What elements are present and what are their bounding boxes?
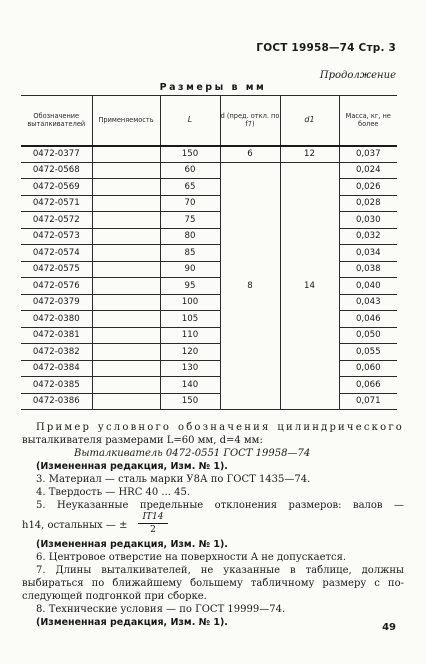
- cell-mass: 0,060: [339, 360, 397, 377]
- cell-code: 0472-0377: [21, 146, 92, 163]
- cell-applicability: [92, 162, 160, 179]
- page-number: 49: [382, 622, 396, 633]
- cell-applicability: [92, 344, 160, 361]
- cell-code: 0472-0384: [21, 360, 92, 377]
- cell-mass: 0,066: [339, 377, 397, 394]
- cell-applicability: [92, 360, 160, 377]
- cell-applicability: [92, 311, 160, 328]
- cell-code: 0472-0386: [21, 393, 92, 410]
- cell-applicability: [92, 278, 160, 295]
- cell-applicability: [92, 195, 160, 212]
- table-row: [21, 162, 397, 179]
- cell-applicability: [92, 377, 160, 394]
- cell-code: 0472-0380: [21, 311, 92, 328]
- cell-mass: 0,028: [339, 195, 397, 212]
- clause-3: 3. Материал — сталь марки У8А по ГОСТ 1435—74.: [36, 474, 311, 485]
- header-mass: Масса, кг, не более: [339, 96, 397, 146]
- cell-l: 60: [160, 162, 220, 179]
- cell-d: 6: [220, 146, 280, 163]
- table-row: [21, 360, 397, 377]
- cell-d-merged: 8: [220, 162, 280, 410]
- standard-header: ГОСТ 19958—74 Стр. 3: [256, 42, 396, 54]
- clause-5-prefix: h14, остальных — ±: [22, 520, 128, 531]
- cell-code: 0472-0382: [21, 344, 92, 361]
- cell-l: 80: [160, 228, 220, 245]
- body-text: [22, 421, 404, 629]
- cell-code: 0472-0385: [21, 377, 92, 394]
- cell-mass: 0,026: [339, 179, 397, 196]
- cell-mass: 0,038: [339, 261, 397, 278]
- clause-6: 6. Центровое отверстие на поверхности A не допускается.: [36, 552, 347, 563]
- table-row: [21, 278, 397, 295]
- table-row: [21, 195, 397, 212]
- cell-mass: 0,024: [339, 162, 397, 179]
- cell-d1-merged: 14: [280, 162, 339, 410]
- table-row: [21, 377, 397, 394]
- table-row: [21, 393, 397, 410]
- clause-7-line-1: 7. Длины выталкивателей, не указанные в таблице, должны: [36, 565, 404, 576]
- table-row: [21, 327, 397, 344]
- cell-l: 75: [160, 212, 220, 229]
- cell-applicability: [92, 179, 160, 196]
- page-header: [0, 42, 426, 58]
- cell-applicability: [92, 327, 160, 344]
- cell-l: 150: [160, 146, 220, 163]
- cell-mass: 0,071: [339, 393, 397, 410]
- cell-l: 90: [160, 261, 220, 278]
- cell-code: 0472-0568: [21, 162, 92, 179]
- table-row: [21, 146, 397, 163]
- cell-l: 130: [160, 360, 220, 377]
- cell-code: 0472-0381: [21, 327, 92, 344]
- cell-l: 110: [160, 327, 220, 344]
- cell-applicability: [92, 294, 160, 311]
- clause-5-line-1: 5. Неуказанные предельные отклонения размеров: валов —: [36, 500, 404, 511]
- cell-l: 85: [160, 245, 220, 262]
- cell-mass: 0,046: [339, 311, 397, 328]
- cell-code: 0472-0575: [21, 261, 92, 278]
- table-row: [21, 179, 397, 196]
- cell-mass: 0,050: [339, 327, 397, 344]
- continuation-label: Продолжение: [319, 70, 396, 81]
- header-designation: Обозначение выталкивателей: [21, 96, 92, 146]
- fraction-denominator: 2: [150, 525, 156, 535]
- cell-l: 100: [160, 294, 220, 311]
- table-row: [21, 311, 397, 328]
- table-row: [21, 212, 397, 229]
- clause-5-line-2: [22, 512, 404, 538]
- cell-code: 0472-0574: [21, 245, 92, 262]
- table-row: [21, 294, 397, 311]
- clause-4: 4. Твердость — HRC 40 ... 45.: [36, 487, 191, 498]
- cell-l: 65: [160, 179, 220, 196]
- cell-applicability: [92, 393, 160, 410]
- amendment-note-3: (Измененная редакция, Изм. № 1).: [36, 617, 228, 628]
- cell-l: 140: [160, 377, 220, 394]
- clause-7-line-2: выбираться по ближайшему большему табличному размеру с по-: [22, 578, 404, 589]
- clause-8: 8. Технические условия — по ГОСТ 19999—74.: [36, 604, 286, 615]
- cell-code: 0472-0571: [21, 195, 92, 212]
- cell-mass: 0,034: [339, 245, 397, 262]
- example-line-1: Пример условного обозначения цилиндрического: [36, 422, 404, 433]
- amendment-note-2: (Измененная редакция, Изм. № 1).: [36, 539, 228, 550]
- clause-7-line-3: следующей подгонкой при сборке.: [22, 591, 207, 602]
- table-row: [21, 228, 397, 245]
- fraction-numerator: IT14: [138, 512, 168, 524]
- header-d1: d1: [280, 96, 339, 146]
- cell-mass: 0,055: [339, 344, 397, 361]
- ejector-table: [21, 95, 397, 410]
- table-header-row: [21, 96, 397, 146]
- cell-code: 0472-0379: [21, 294, 92, 311]
- header-l: L: [160, 96, 220, 146]
- cell-mass: 0,037: [339, 146, 397, 163]
- cell-mass: 0,032: [339, 228, 397, 245]
- table-row: [21, 261, 397, 278]
- cell-applicability: [92, 245, 160, 262]
- cell-l: 150: [160, 393, 220, 410]
- cell-l: 105: [160, 311, 220, 328]
- cell-applicability: [92, 228, 160, 245]
- example-line-2: выталкивателя размерами L=60 мм, d=4 мм:: [22, 435, 263, 446]
- dimensions-caption: Размеры в мм: [159, 82, 267, 93]
- example-designation: Выталкиватель 0472-0551 ГОСТ 19958—74: [74, 448, 311, 459]
- cell-code: 0472-0572: [21, 212, 92, 229]
- cell-l: 70: [160, 195, 220, 212]
- header-d: d (пред. откл. по f7): [220, 96, 280, 146]
- header-applicability: Применяемость: [92, 96, 160, 146]
- cell-d1: 12: [280, 146, 339, 163]
- cell-l: 120: [160, 344, 220, 361]
- cell-applicability: [92, 261, 160, 278]
- cell-mass: 0,030: [339, 212, 397, 229]
- cell-mass: 0,040: [339, 278, 397, 295]
- cell-mass: 0,043: [339, 294, 397, 311]
- table-row: [21, 245, 397, 262]
- amendment-note-1: (Измененная редакция, Изм. № 1).: [36, 461, 228, 472]
- cell-applicability: [92, 146, 160, 163]
- cell-l: 95: [160, 278, 220, 295]
- cell-code: 0472-0569: [21, 179, 92, 196]
- cell-code: 0472-0576: [21, 278, 92, 295]
- cell-code: 0472-0573: [21, 228, 92, 245]
- cell-applicability: [92, 212, 160, 229]
- table-row: [21, 344, 397, 361]
